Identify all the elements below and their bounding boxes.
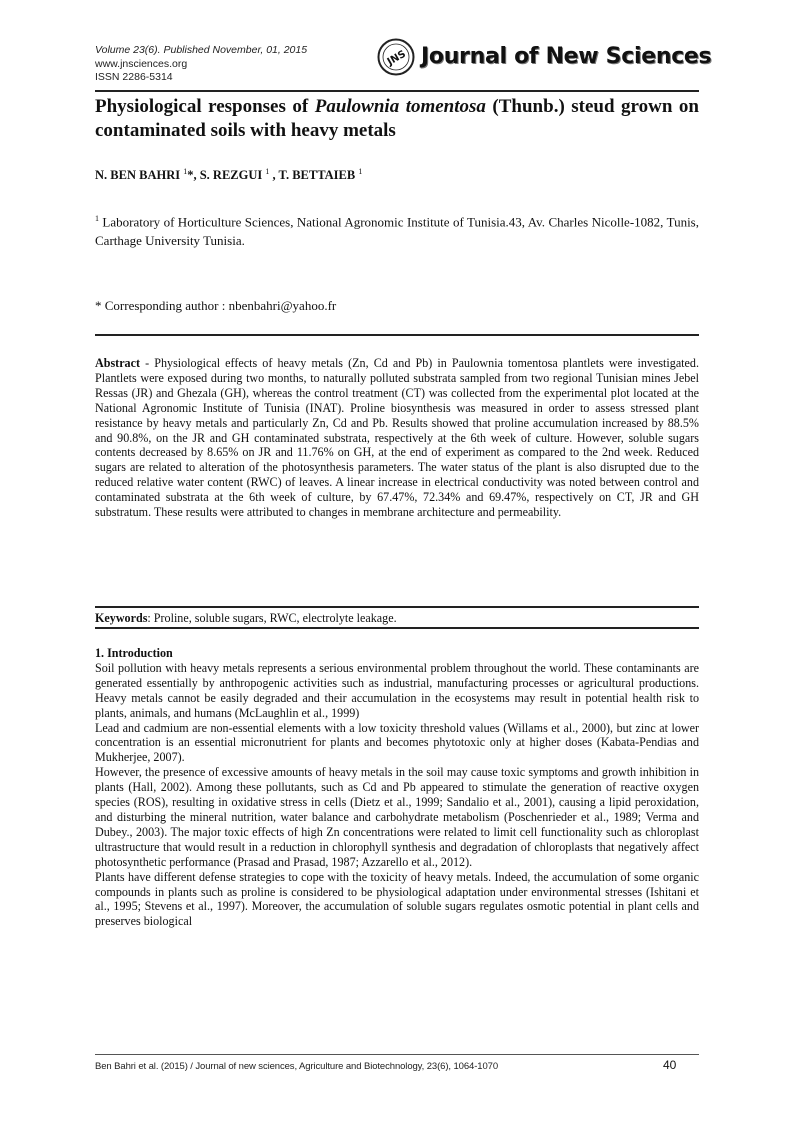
affiliation: $^1$ Laboratory of Horticulture Sciences, National Agronomic Institute of Tunisia.43, Av. Charles Nicolle-1082, Tunis, Carthage University Tunisia. — [95, 214, 699, 249]
keywords — [95, 611, 397, 626]
journal-meta — [95, 44, 307, 85]
keywords-top-divider — [95, 606, 699, 608]
footer-citation: Ben Bahri et al. (2015) / Journal of new sciences, Agriculture and Biotechnology, 23(6), 1064-1070 — [95, 1061, 498, 1072]
journal-logo — [377, 38, 712, 82]
keywords-bottom-divider — [95, 627, 699, 629]
paragraph: Soil pollution with heavy metals represents a serious environmental problem throughout the world. These contaminants are generated essentially by anthropogenic activities such as industrial, manufacturing processes or agricultural productions. Heavy metals cannot be easily degraded and their accumulation in the ecosystems may result in potential health risk to plants, animals, and humans (McLaughlin et al., 1999) — [95, 660, 699, 720]
abstract — [95, 356, 699, 520]
logo-badge-text: JNS — [385, 48, 408, 68]
jns-seal-icon — [377, 38, 415, 76]
website-line: www.jnsciences.org — [95, 57, 188, 70]
corresponding-author: * Corresponding author : nbenbahri@yahoo.fr — [95, 298, 337, 313]
introduction-section — [95, 646, 699, 929]
abstract-label: Abstract — [95, 356, 141, 370]
journal-name: Journal of New Sciences — [421, 44, 712, 69]
section-heading: 1. Introduction — [95, 646, 173, 660]
issn-line: ISSN 2286-5314 — [95, 71, 173, 83]
header-divider — [95, 90, 699, 92]
page-number: 40 — [663, 1058, 677, 1072]
volume-line: Volume 23(6). Published November, 01, 2015 — [95, 44, 308, 56]
abstract-text: - Physiological effects of heavy metals (Zn, Cd and Pb) in Paulownia tomentosa plantlets were investigated. Plantlets were exposed during two months, to naturally polluted substrata sampled from two regional Tunisian mines Jebel Ressas (JR) and Ghezala (GH), whereas the control treatment (CT) was collected from the experimental plot located at the National Agronomic Institute of Tunisia (INAT). Proline biosynthesis was measured in order to assess stressed plant resistance by heavy metals and particularly Zn, Cd and Pb. Results showed that proline accumulation increased by 88.5% and 90.8%, on the JR and GH contaminated substrata, respectively at the 6th week of culture. However, soluble sugars contents decreased by 8.65% on JR and 11.76% on GH, at the end of experiment as compared to the 2nd week. Reduced sugars are related to alteration of the photosynthesis parameters. The water status of the plant is also disrupted due to the reduced relative water content (RWC) of leaves. A linear increase in electrical conductivity was noted between control and contaminated substrata at the 6th week of culture, by 67.47%, 72.34% and 69.47%, respectively on CT, JR and GH substratum. These results were attributed to changes in membrane architecture and permeability. — [95, 356, 699, 520]
keywords-text: : Proline, soluble sugars, RWC, electrolyte leakage. — [147, 611, 397, 625]
species-name: Paulownia tomentosa — [314, 96, 486, 117]
paragraph: However, the presence of excessive amounts of heavy metals in the soil may cause toxic symptoms and growth inhibition in plants (Hall, 2002). Among these pollutants, such as Cd and Pb appeared to stimulate the generation of reactive oxygen species (ROS), resulting in oxidative stress in cells (Dietz et al., 1999; Sandalio et al., 2001), causing a lipid peroxidation, and disturbing the mineral nutrition, water balance and carbohydrate metabolism (Poschenrieder et al., 1989; Verma and Dubey., 2003). The major toxic effects of high Zn concentrations were related to limit cell functionality such as chloroplast ultrastructure that would result in a reduction in chlorophyll synthesis and degradation of chloroplasts that negatively affect photosynthetic performance (Prasad and Prasad, 1987; Azzarello et al., 2012). — [95, 765, 699, 869]
author: N. BEN BAHRI — [95, 168, 184, 183]
footer-divider — [95, 1054, 699, 1055]
author-list: N. BEN BAHRI $^1$*, S. REZGUI $^1$ , T. BETTAIEB $^1$ — [95, 167, 363, 183]
abstract-top-divider — [95, 334, 699, 336]
paper-title: Physiological responses of Paulownia tomentosa (Thunb.) steud grown on contaminated soils with heavy metals — [95, 96, 699, 141]
paragraph: Lead and cadmium are non-essential elements with a low toxicity threshold values (Willams et al., 2000), but zinc at lower concentration is an essential micronutrient for plants and becomes phytotoxic only at higher doses (Kabata-Pendias and Mukherjee, 2007). — [95, 720, 699, 765]
author: T. BETTAIEB — [278, 168, 359, 183]
author: S. REZGUI — [199, 168, 266, 183]
paragraph: Plants have different defense strategies to cope with the toxicity of heavy metals. Indeed, the accumulation of some organic compounds in plants such as proline is considered to be physiological adaptation under environmental stresses (Ishitani et al., 1995; Stevens et al., 1997). Moreover, the accumulation of soluble sugars regulates osmotic potential in plant cells and preserves biological — [95, 869, 699, 929]
keywords-label: Keywords — [95, 611, 148, 625]
